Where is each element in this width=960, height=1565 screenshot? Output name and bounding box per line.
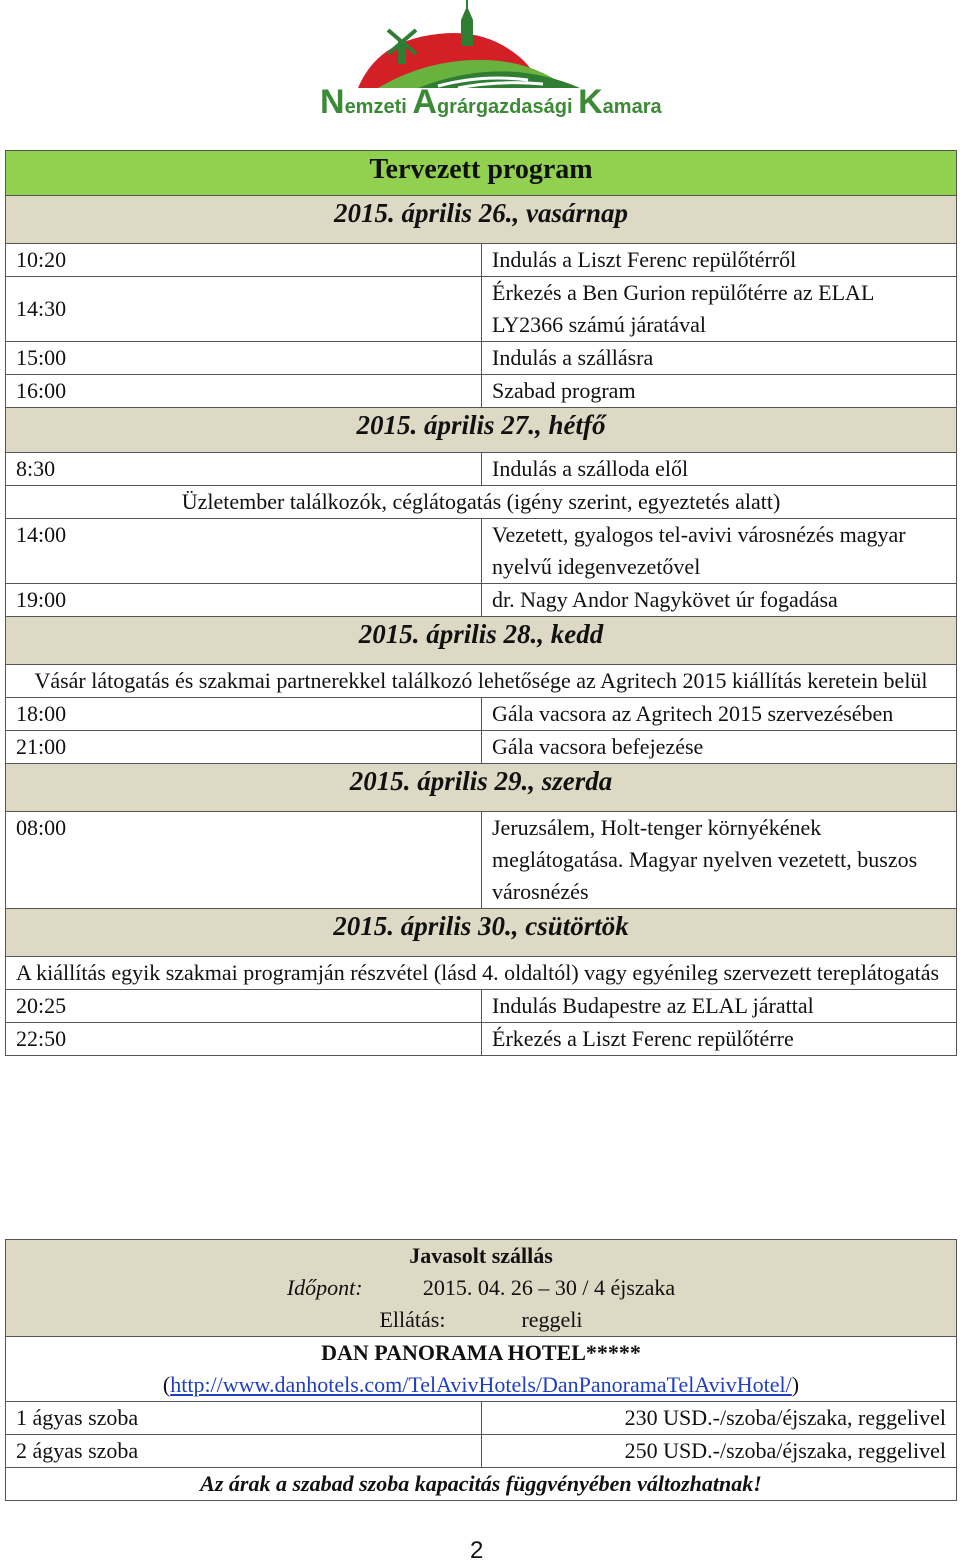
table-row: [6, 698, 957, 731]
time-cell: 16:00: [6, 375, 482, 408]
table-row: [6, 1435, 957, 1468]
time-cell: 22:50: [6, 1023, 482, 1056]
table-row: [6, 731, 957, 764]
ellatas-label: Ellátás:: [379, 1307, 446, 1332]
desc-cell: dr. Nagy Andor Nagykövet úr fogadása: [482, 584, 957, 617]
day-header: [6, 764, 957, 812]
accommodation-table: [5, 1239, 957, 1501]
desc-cell: Érkezés a Liszt Ferenc repülőtérre: [482, 1023, 957, 1056]
day-date: 2015. április 30., csütörtök: [6, 909, 957, 957]
accommodation-date: [16, 1272, 946, 1304]
desc-cell: Vezetett, gyalogos tel-avivi városnézés magyar nyelvű idegenvezetővel: [482, 519, 957, 584]
paren-open: (: [162, 1372, 171, 1397]
time-cell: 14:00: [6, 519, 482, 584]
time-cell: 20:25: [6, 990, 482, 1023]
desc-cell: Érkezés a Ben Gurion repülőtérre az ELAL LY2366 számú járatával: [482, 277, 957, 342]
desc-cell: Indulás a Liszt Ferenc repülőtérről: [482, 244, 957, 277]
time-cell: 10:20: [6, 244, 482, 277]
table-row: [6, 665, 957, 698]
room-type: 1 ágyas szoba: [6, 1402, 482, 1435]
nak-logo: [318, 0, 662, 124]
idopont-label: Időpont:: [286, 1275, 363, 1300]
table-row: [6, 519, 957, 584]
accommodation-header-row: [6, 1240, 957, 1337]
table-row: [6, 1402, 957, 1435]
idopont-value: 2015. 04. 26 – 30 / 4 éjszaka: [422, 1275, 676, 1300]
time-cell: 18:00: [6, 698, 482, 731]
accommodation-header: [6, 1240, 957, 1337]
hotel-name: DAN PANORAMA HOTEL*****: [321, 1340, 641, 1365]
day-date: 2015. április 26., vasárnap: [6, 196, 957, 244]
accommodation-title: Javasolt szállás: [409, 1243, 553, 1268]
table-row: [6, 453, 957, 486]
accommodation-board: [16, 1304, 946, 1336]
paren-close: ): [791, 1372, 800, 1397]
hotel-link[interactable]: http://www.danhotels.com/TelAvivHotels/DanPanoramaTelAvivHotel/: [170, 1372, 792, 1397]
time-cell: 14:30: [6, 277, 482, 342]
desc-cell: Indulás a szálloda elől: [482, 453, 957, 486]
ellatas-value: reggeli: [521, 1307, 583, 1332]
program-table: [5, 150, 957, 1056]
day-header: [6, 909, 957, 957]
time-cell: 21:00: [6, 731, 482, 764]
day-header: [6, 408, 957, 453]
table-row: [6, 277, 957, 342]
program-title: Tervezett program: [6, 151, 957, 196]
day-header: [6, 196, 957, 244]
table-row: [6, 957, 957, 990]
table-row: [6, 584, 957, 617]
desc-cell: Gála vacsora befejezése: [482, 731, 957, 764]
time-cell: 19:00: [6, 584, 482, 617]
room-price: 230 USD.-/szoba/éjszaka, reggelivel: [482, 1402, 957, 1435]
desc-cell: Indulás a szállásra: [482, 342, 957, 375]
table-row: [6, 375, 957, 408]
note-row: [6, 1468, 957, 1501]
day-date: 2015. április 27., hétfő: [6, 408, 957, 453]
page-number: 2: [470, 1537, 484, 1564]
day-header: [6, 617, 957, 665]
desc-cell: Jeruzsálem, Holt-tenger környékének meglátogatása. Magyar nyelven vezetett, buszos városnézés: [482, 812, 957, 909]
program-title-row: [6, 151, 957, 196]
desc-cell: Gála vacsora az Agritech 2015 szervezésében: [482, 698, 957, 731]
hotel-row: [6, 1337, 957, 1402]
table-row: [6, 812, 957, 909]
full-row-cell: Üzletember találkozók, céglátogatás (igény szerint, egyeztetés alatt): [6, 486, 957, 519]
time-cell: 08:00: [6, 812, 482, 909]
day-date: 2015. április 29., szerda: [6, 764, 957, 812]
logo-wordmark: Nemzeti Agrárgazdasági Kamara: [320, 83, 662, 121]
time-cell: 15:00: [6, 342, 482, 375]
table-row: [6, 990, 957, 1023]
hotel-link-line: [16, 1369, 946, 1401]
table-row: [6, 1023, 957, 1056]
table-row: [6, 342, 957, 375]
full-row-cell: A kiállítás egyik szakmai programján részvétel (lásd 4. oldaltól) vagy egyénileg szervezett tereplátogatás: [6, 957, 957, 990]
desc-cell: Szabad program: [482, 375, 957, 408]
hotel-cell: [6, 1337, 957, 1402]
time-cell: 8:30: [6, 453, 482, 486]
full-row-cell: Vásár látogatás és szakmai partnerekkel találkozó lehetősége az Agritech 2015 kiállítás keretein belül: [6, 665, 957, 698]
day-date: 2015. április 28., kedd: [6, 617, 957, 665]
table-row: [6, 244, 957, 277]
desc-cell: Indulás Budapestre az ELAL járattal: [482, 990, 957, 1023]
price-note: Az árak a szabad szoba kapacitás függvényében változhatnak!: [6, 1468, 957, 1501]
room-type: 2 ágyas szoba: [6, 1435, 482, 1468]
room-price: 250 USD.-/szoba/éjszaka, reggelivel: [482, 1435, 957, 1468]
table-row: [6, 486, 957, 519]
